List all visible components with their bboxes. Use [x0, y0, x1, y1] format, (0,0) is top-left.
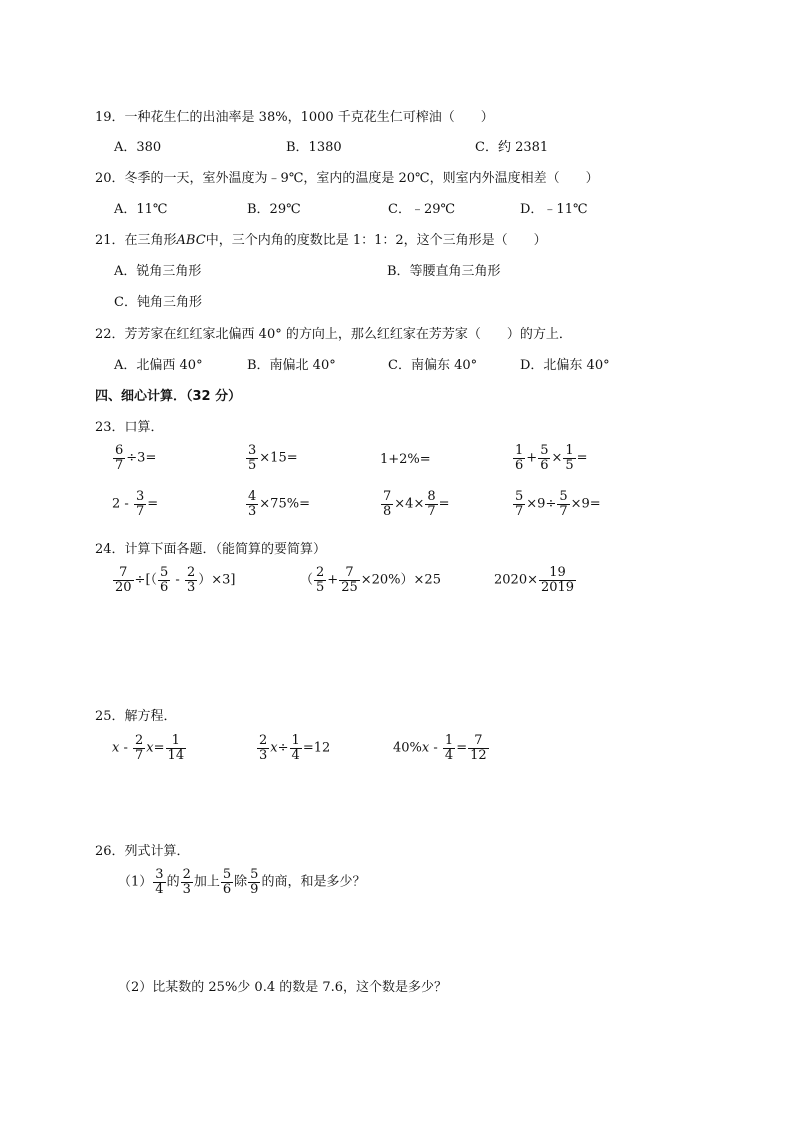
- q21-stem-abc: ABC: [176, 233, 206, 248]
- q23-expr-5: 2 - $\frac{3}{7}$ =: [112, 489, 159, 519]
- q22-option-c[interactable]: C．南偏东 40°: [388, 358, 478, 373]
- q19-option-b[interactable]: B．1380: [286, 140, 342, 155]
- q23-expr-8: $\frac{5}{7}$ ×9÷ $\frac{5}{7}$ ×9=: [515, 489, 601, 519]
- q23-stem: 23．口算．: [95, 420, 164, 435]
- q25-equation-2: $\frac{2}{3}$ x÷ $\frac{1}{4}$ =12: [259, 733, 331, 763]
- q25-equation-3: 40%x - $\frac{1}{4}$ = $\frac{7}{12}$: [393, 733, 487, 763]
- q21-option-c[interactable]: C．钝角三角形: [114, 295, 202, 310]
- q21-option-a[interactable]: A．锐角三角形: [114, 264, 202, 279]
- q23-expr-2: $\frac{3}{5}$ ×15=: [248, 443, 298, 473]
- q25-equation-1: x - $\frac{2}{7}$ x= $\frac{1}{14}$: [112, 733, 185, 763]
- q26-part-2: （2）比某数的 25%少 0.4 的数是 7.6，这个数是多少？: [118, 980, 448, 995]
- q19-stem: 19．一种花生仁的出油率是 38%，1000 千克花生仁可榨油（ ）: [95, 110, 494, 125]
- q20-stem: 20．冬季的一天，室外温度为﹣9℃，室内的温度是 20℃，则室内外温度相差（ ）: [95, 171, 599, 186]
- q23-expr-6: $\frac{4}{3}$ ×75%=: [248, 489, 310, 519]
- q24-expr-1: $\frac{7}{20}$ ÷[（ $\frac{5}{6}$ - $\frac{2}{3}$ ）×3]: [115, 565, 236, 595]
- q21-stem-post: 中，三个内角的度数比是 1：1：2，这个三角形是（ ）: [205, 233, 547, 248]
- q20-option-d[interactable]: D．﹣11℃: [520, 202, 588, 217]
- q24-expr-2: （ $\frac{2}{5}$ + $\frac{7}{25}$ ×20%）×25: [300, 565, 441, 595]
- q23-expr-7: $\frac{7}{8}$ ×4× $\frac{8}{7}$ =: [383, 489, 450, 519]
- q21-option-b[interactable]: B．等腰直角三角形: [387, 264, 501, 279]
- q20-option-a[interactable]: A．11℃: [114, 202, 168, 217]
- q22-stem: 22．芳芳家在红红家北偏西 40° 的方向上，那么红红家在芳芳家（ ）的方上．: [95, 327, 572, 342]
- q22-option-b[interactable]: B．南偏北 40°: [247, 358, 336, 373]
- q20-option-c[interactable]: C．﹣29℃: [388, 202, 456, 217]
- q23-expr-4: $\frac{1}{6}$ + $\frac{5}{6}$ × $\frac{1}{5}$ =: [515, 443, 588, 473]
- q23-expr-1: $\frac{6}{7}$ ÷3=: [115, 443, 157, 473]
- q22-option-d[interactable]: D．北偏东 40°: [520, 358, 610, 373]
- q21-stem-pre: 21．在三角形: [95, 233, 177, 248]
- section-4-heading: 四、细心计算．（32 分）: [95, 389, 242, 404]
- q26-part-1: （1） $\frac{3}{4}$ 的 $\frac{2}{3}$ 加上 $\frac{5}{6}$ 除 $\frac{5}{9}$ 的商，和是多少？: [118, 867, 366, 897]
- q24-expr-3: 2020× $\frac{19}{2019}$: [494, 565, 575, 595]
- q21-stem: [95, 229, 547, 248]
- q22-option-a[interactable]: A．北偏西 40°: [114, 358, 203, 373]
- q26-stem: 26．列式计算．: [95, 844, 190, 859]
- q20-option-b[interactable]: B．29℃: [247, 202, 301, 217]
- q19-option-a[interactable]: A．380: [114, 140, 162, 155]
- q19-option-c[interactable]: C．约 2381: [475, 140, 549, 155]
- q23-expr-3: 1+2%=: [380, 452, 431, 467]
- q25-stem: 25．解方程．: [95, 709, 177, 724]
- q24-stem: 24．计算下面各题．（能简算的要简算）: [95, 542, 327, 557]
